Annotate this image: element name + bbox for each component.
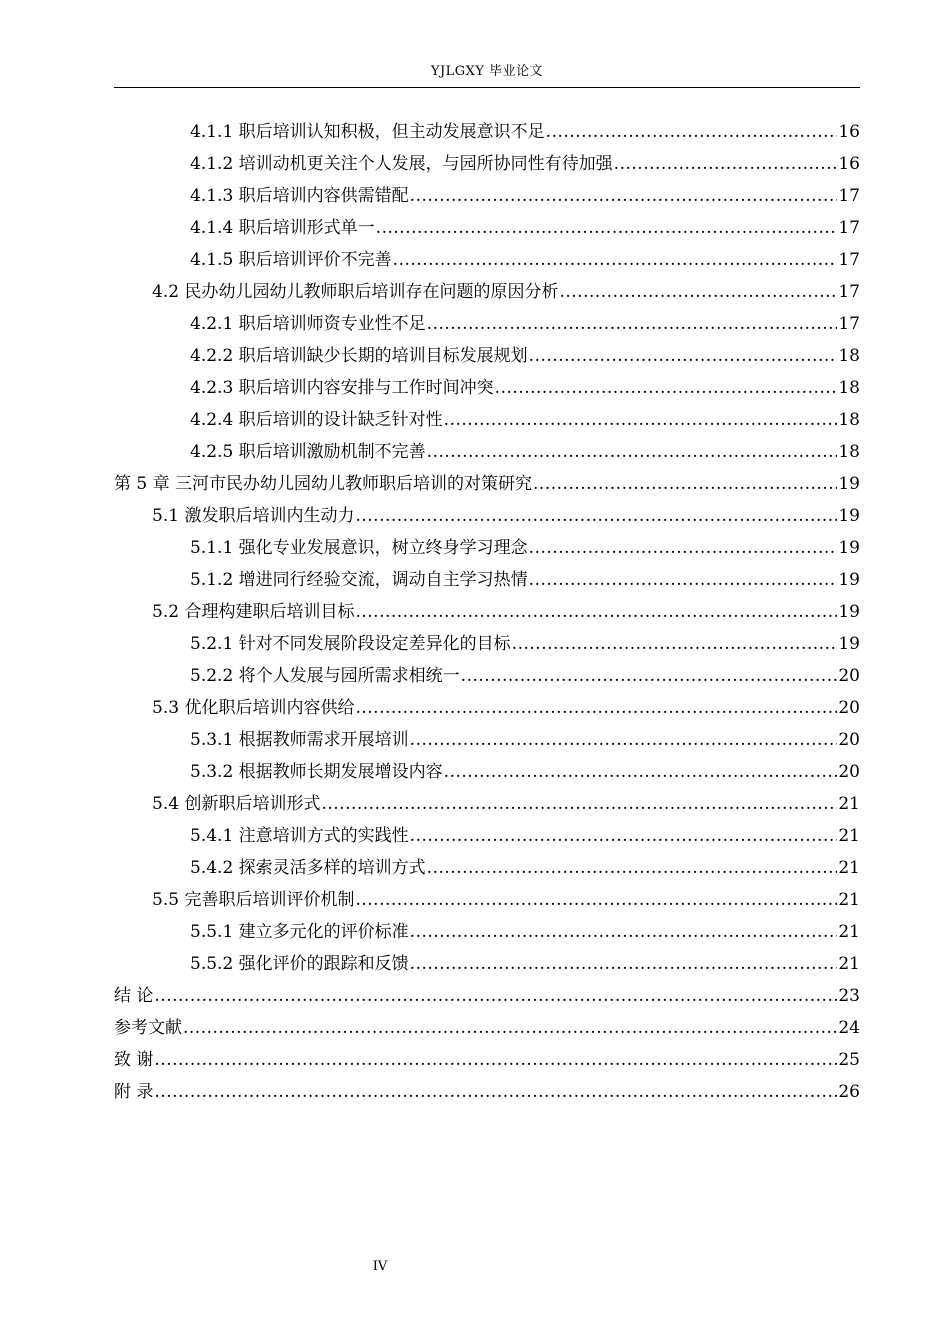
toc-entry[interactable] [114, 852, 860, 884]
toc-entry-page: 20 [838, 730, 860, 750]
toc-entry-title: 4.2.1 职后培训师资专业性不足 [190, 314, 426, 334]
page-number: IV [372, 1259, 388, 1274]
dot-leader [154, 1044, 837, 1076]
toc-entry-page: 26 [838, 1082, 860, 1102]
toc-entry-title: 4.1.4 职后培训形式单一 [190, 218, 375, 238]
toc-entry[interactable] [114, 468, 860, 500]
dot-leader [355, 884, 837, 916]
toc-entry[interactable] [114, 308, 860, 340]
toc-entry-title: 4.2.2 职后培训缺少长期的培训目标发展规划 [190, 346, 528, 366]
toc-entry[interactable] [114, 788, 860, 820]
toc-entry[interactable] [114, 404, 860, 436]
toc-entry-page: 18 [838, 378, 860, 398]
table-of-contents [114, 116, 860, 1108]
toc-entry[interactable] [114, 1012, 860, 1044]
dot-leader [154, 1076, 837, 1108]
toc-entry[interactable] [114, 596, 860, 628]
toc-entry-page: 21 [838, 954, 860, 974]
dot-leader [410, 724, 838, 756]
dot-leader [410, 916, 838, 948]
toc-entry-page: 21 [838, 826, 860, 846]
toc-entry-title: 5.1.1 强化专业发展意识，树立终身学习理念 [190, 538, 528, 558]
toc-entry-title: 5.5 完善职后培训评价机制 [152, 890, 355, 910]
toc-entry-page: 25 [838, 1050, 860, 1070]
toc-entry[interactable] [114, 916, 860, 948]
toc-entry-title: 5.2 合理构建职后培训目标 [152, 602, 355, 622]
toc-entry-page: 17 [838, 186, 860, 206]
toc-entry-page: 19 [838, 570, 860, 590]
toc-entry[interactable] [114, 212, 860, 244]
toc-entry[interactable] [114, 948, 860, 980]
toc-entry-page: 17 [838, 218, 860, 238]
toc-entry-page: 20 [838, 762, 860, 782]
toc-entry-title: 4.1.3 职后培训内容供需错配 [190, 186, 409, 206]
dot-leader [410, 948, 838, 980]
toc-entry-title: 4.2.5 职后培训激励机制不完善 [190, 442, 426, 462]
toc-entry-title: 5.2.2 将个人发展与园所需求相统一 [190, 666, 460, 686]
dot-leader [410, 820, 838, 852]
toc-entry-page: 19 [838, 474, 860, 494]
dot-leader [427, 308, 838, 340]
dot-leader [427, 436, 838, 468]
dot-leader [376, 212, 838, 244]
dot-leader [546, 116, 838, 148]
toc-entry-title: 第 5 章 三河市民办幼儿园幼儿教师职后培训的对策研究 [114, 474, 533, 494]
toc-entry[interactable] [114, 372, 860, 404]
page-header: YJLGXY 毕业论文 [430, 64, 544, 79]
toc-entry-title: 4.2.4 职后培训的设计缺乏针对性 [190, 410, 443, 430]
toc-entry-title: 5.1.2 增进同行经验交流，调动自主学习热情 [190, 570, 528, 590]
toc-entry[interactable] [114, 276, 860, 308]
toc-entry-page: 17 [838, 314, 860, 334]
toc-entry-page: 16 [838, 122, 860, 142]
dot-leader [321, 788, 837, 820]
toc-entry-page: 20 [838, 666, 860, 686]
toc-entry-page: 21 [838, 794, 860, 814]
toc-entry-page: 21 [838, 858, 860, 878]
toc-entry[interactable] [114, 1076, 860, 1108]
toc-entry-title: 致 谢 [114, 1050, 154, 1070]
dot-leader [410, 180, 838, 212]
dot-leader [529, 564, 838, 596]
toc-entry-title: 5.4.1 注意培训方式的实践性 [190, 826, 409, 846]
dot-leader [393, 244, 838, 276]
toc-entry-page: 18 [838, 442, 860, 462]
dot-leader [614, 148, 838, 180]
dot-leader [183, 1012, 837, 1044]
toc-entry-page: 20 [838, 698, 860, 718]
toc-entry-title: 4.2 民办幼儿园幼儿教师职后培训存在问题的原因分析 [152, 282, 559, 302]
dot-leader [533, 468, 837, 500]
toc-entry[interactable] [114, 436, 860, 468]
toc-entry-page: 19 [838, 538, 860, 558]
header-divider [114, 87, 860, 88]
toc-entry-page: 17 [838, 250, 860, 270]
dot-leader [512, 628, 838, 660]
toc-entry-title: 结 论 [114, 986, 154, 1006]
dot-leader [427, 852, 838, 884]
toc-entry-page: 19 [838, 602, 860, 622]
dot-leader [529, 532, 838, 564]
dot-leader [559, 276, 837, 308]
toc-entry[interactable] [114, 884, 860, 916]
toc-entry-title: 4.1.1 职后培训认知积极，但主动发展意识不足 [190, 122, 545, 142]
toc-entry-title: 4.1.2 培训动机更关注个人发展，与园所协同性有待加强 [190, 154, 613, 174]
toc-entry-title: 5.4.2 探索灵活多样的培训方式 [190, 858, 426, 878]
dot-leader [461, 660, 838, 692]
toc-entry-title: 5.2.1 针对不同发展阶段设定差异化的目标 [190, 634, 511, 654]
dot-leader [154, 980, 837, 1012]
toc-entry-page: 16 [838, 154, 860, 174]
toc-entry-page: 23 [838, 986, 860, 1006]
toc-entry-page: 17 [838, 282, 860, 302]
toc-entry-title: 5.5.2 强化评价的跟踪和反馈 [190, 954, 409, 974]
toc-entry-title: 4.2.3 职后培训内容安排与工作时间冲突 [190, 378, 494, 398]
toc-entry-page: 21 [838, 890, 860, 910]
toc-entry[interactable] [114, 116, 860, 148]
toc-entry-title: 附 录 [114, 1082, 154, 1102]
toc-entry-title: 4.1.5 职后培训评价不完善 [190, 250, 392, 270]
toc-entry-page: 19 [838, 634, 860, 654]
toc-entry[interactable] [114, 532, 860, 564]
dot-leader [355, 692, 837, 724]
toc-entry[interactable] [114, 564, 860, 596]
toc-entry[interactable] [114, 1044, 860, 1076]
dot-leader [444, 756, 838, 788]
dot-leader [355, 500, 837, 532]
toc-entry-page: 18 [838, 346, 860, 366]
toc-entry-page: 24 [838, 1018, 860, 1038]
toc-entry-title: 参考文献 [114, 1018, 182, 1038]
toc-entry[interactable] [114, 820, 860, 852]
toc-entry-title: 5.3 优化职后培训内容供给 [152, 698, 355, 718]
toc-entry-title: 5.4 创新职后培训形式 [152, 794, 321, 814]
toc-entry-title: 5.1 激发职后培训内生动力 [152, 506, 355, 526]
toc-entry[interactable] [114, 724, 860, 756]
toc-entry-page: 19 [838, 506, 860, 526]
toc-entry-page: 21 [838, 922, 860, 942]
toc-entry[interactable] [114, 980, 860, 1012]
toc-entry[interactable] [114, 628, 860, 660]
toc-entry[interactable] [114, 756, 860, 788]
dot-leader [495, 372, 838, 404]
toc-entry[interactable] [114, 340, 860, 372]
dot-leader [529, 340, 838, 372]
toc-entry[interactable] [114, 692, 860, 724]
toc-entry[interactable] [114, 180, 860, 212]
toc-entry-title: 5.3.2 根据教师长期发展增设内容 [190, 762, 443, 782]
toc-entry[interactable] [114, 500, 860, 532]
toc-entry[interactable] [114, 148, 860, 180]
toc-entry-title: 5.5.1 建立多元化的评价标准 [190, 922, 409, 942]
toc-entry-title: 5.3.1 根据教师需求开展培训 [190, 730, 409, 750]
toc-entry[interactable] [114, 660, 860, 692]
toc-entry-page: 18 [838, 410, 860, 430]
toc-entry[interactable] [114, 244, 860, 276]
dot-leader [444, 404, 838, 436]
dot-leader [355, 596, 837, 628]
